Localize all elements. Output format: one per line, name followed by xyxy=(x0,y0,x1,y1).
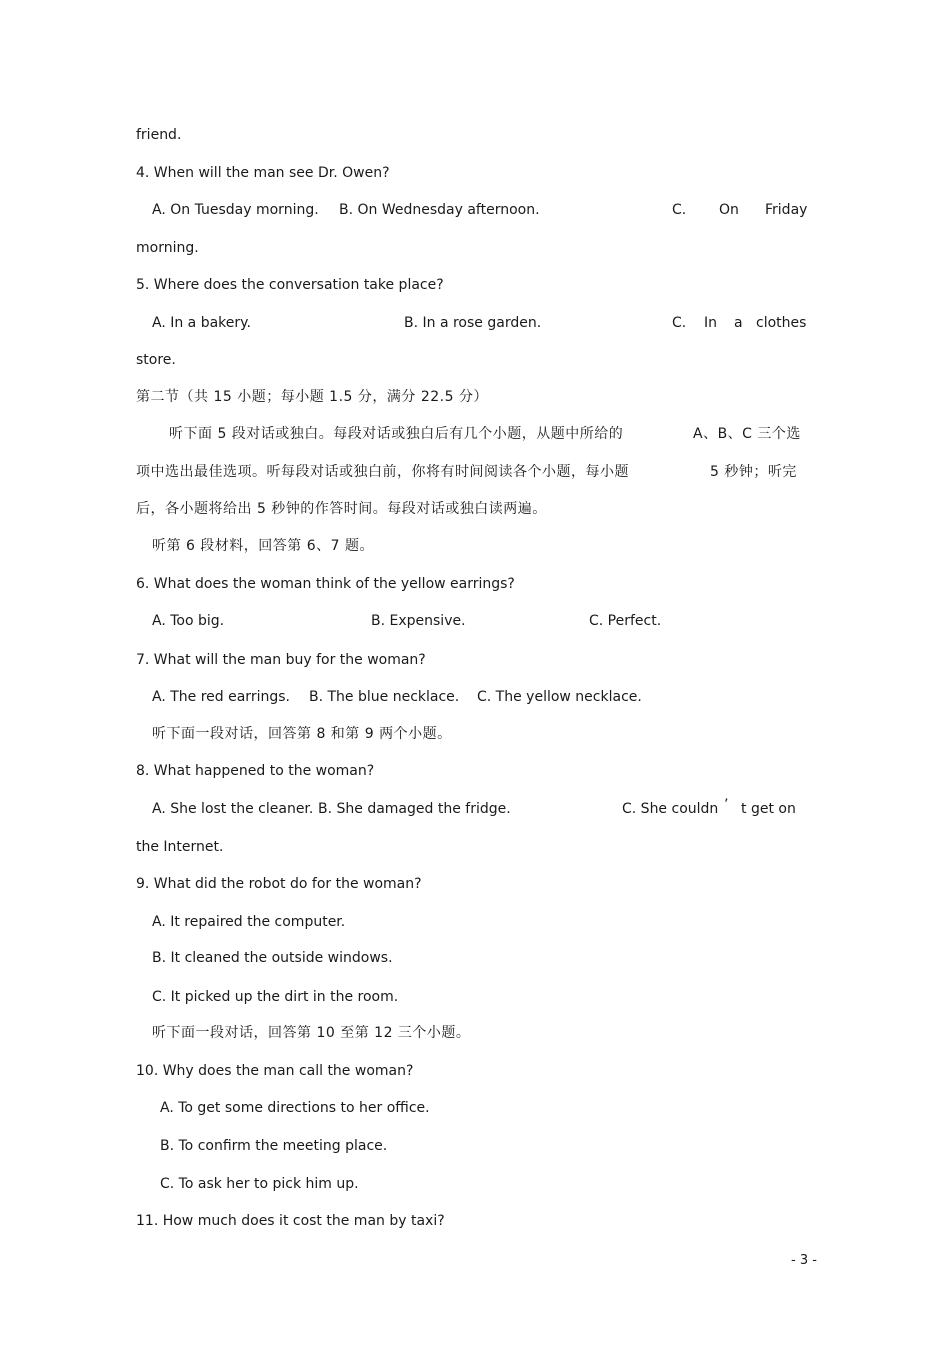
option-6a: A. Too big. xyxy=(152,613,225,629)
instruction-text: A、B、C 三个选 xyxy=(693,426,801,442)
material-heading: 听下面一段对话，回答第 8 和第 9 两个小题。 xyxy=(152,726,452,742)
option-8a: A. She lost the cleaner. xyxy=(152,801,314,817)
option-5c-word: a xyxy=(734,315,743,331)
option-7a: A. The red earrings. xyxy=(152,689,290,705)
option-5c-wrap: store. xyxy=(136,352,176,368)
question-5: 5. Where does the conversation take place? xyxy=(136,277,444,293)
option-4c-wrap: morning. xyxy=(136,240,199,256)
option-5b: B. In a rose garden. xyxy=(404,315,542,331)
option-7b: B. The blue necklace. xyxy=(309,689,460,705)
option-5c-word: clothes xyxy=(756,315,807,331)
option-8c: t get on xyxy=(741,801,796,817)
option-8c: C. She couldn xyxy=(622,801,719,817)
option-10a: A. To get some directions to her office. xyxy=(160,1100,430,1116)
option-5c-label: C. xyxy=(672,315,687,331)
option-6b: B. Expensive. xyxy=(371,613,466,629)
instruction-text: 听下面 5 段对话或独白。每段对话或独白后有几个小题，从题中所给的 xyxy=(169,426,624,442)
option-4c-label: C. xyxy=(672,202,687,218)
question-7: 7. What will the man buy for the woman? xyxy=(136,652,426,668)
question-10: 10. Why does the man call the woman? xyxy=(136,1063,414,1079)
option-9a: A. It repaired the computer. xyxy=(152,914,346,930)
section-heading: 第二节（共 15 小题；每小题 1.5 分，满分 22.5 分） xyxy=(136,389,488,405)
question-6: 6. What does the woman think of the yellow earrings? xyxy=(136,576,515,592)
option-5a: A. In a bakery. xyxy=(152,315,251,331)
question-9: 9. What did the robot do for the woman? xyxy=(136,876,422,892)
question-11: 11. How much does it cost the man by taxi? xyxy=(136,1213,445,1229)
option-7c: C. The yellow necklace. xyxy=(477,689,642,705)
option-4c-word: On xyxy=(719,202,739,218)
option-6c: C. Perfect. xyxy=(589,613,662,629)
instruction-text: 项中选出最佳选项。听每段对话或独白前，你将有时间阅读各个小题，每小题 xyxy=(136,464,629,480)
material-heading: 听下面一段对话，回答第 10 至第 12 三个小题。 xyxy=(152,1025,471,1041)
question-8: 8. What happened to the woman? xyxy=(136,763,375,779)
option-10c: C. To ask her to pick him up. xyxy=(160,1176,359,1192)
option-4a: A. On Tuesday morning. xyxy=(152,202,319,218)
option-10b: B. To confirm the meeting place. xyxy=(160,1138,388,1154)
option-9b: B. It cleaned the outside windows. xyxy=(152,950,393,966)
apostrophe: ’ xyxy=(724,797,729,813)
option-9c: C. It picked up the dirt in the room. xyxy=(152,989,399,1005)
text-line: friend. xyxy=(136,127,182,143)
option-4c-word: Friday xyxy=(765,202,808,218)
instruction-text: 5 秒钟；听完 xyxy=(710,464,797,480)
option-8b: B. She damaged the fridge. xyxy=(318,801,511,817)
instruction-text: 后，各小题将给出 5 秒钟的作答时间。每段对话或独白读两遍。 xyxy=(136,501,547,517)
option-4b: B. On Wednesday afternoon. xyxy=(339,202,540,218)
material-heading: 听第 6 段材料，回答第 6、7 题。 xyxy=(152,538,375,554)
question-4: 4. When will the man see Dr. Owen? xyxy=(136,165,390,181)
page-number: - 3 - xyxy=(791,1253,817,1268)
option-5c-word: In xyxy=(704,315,718,331)
option-8c-wrap: the Internet. xyxy=(136,839,224,855)
